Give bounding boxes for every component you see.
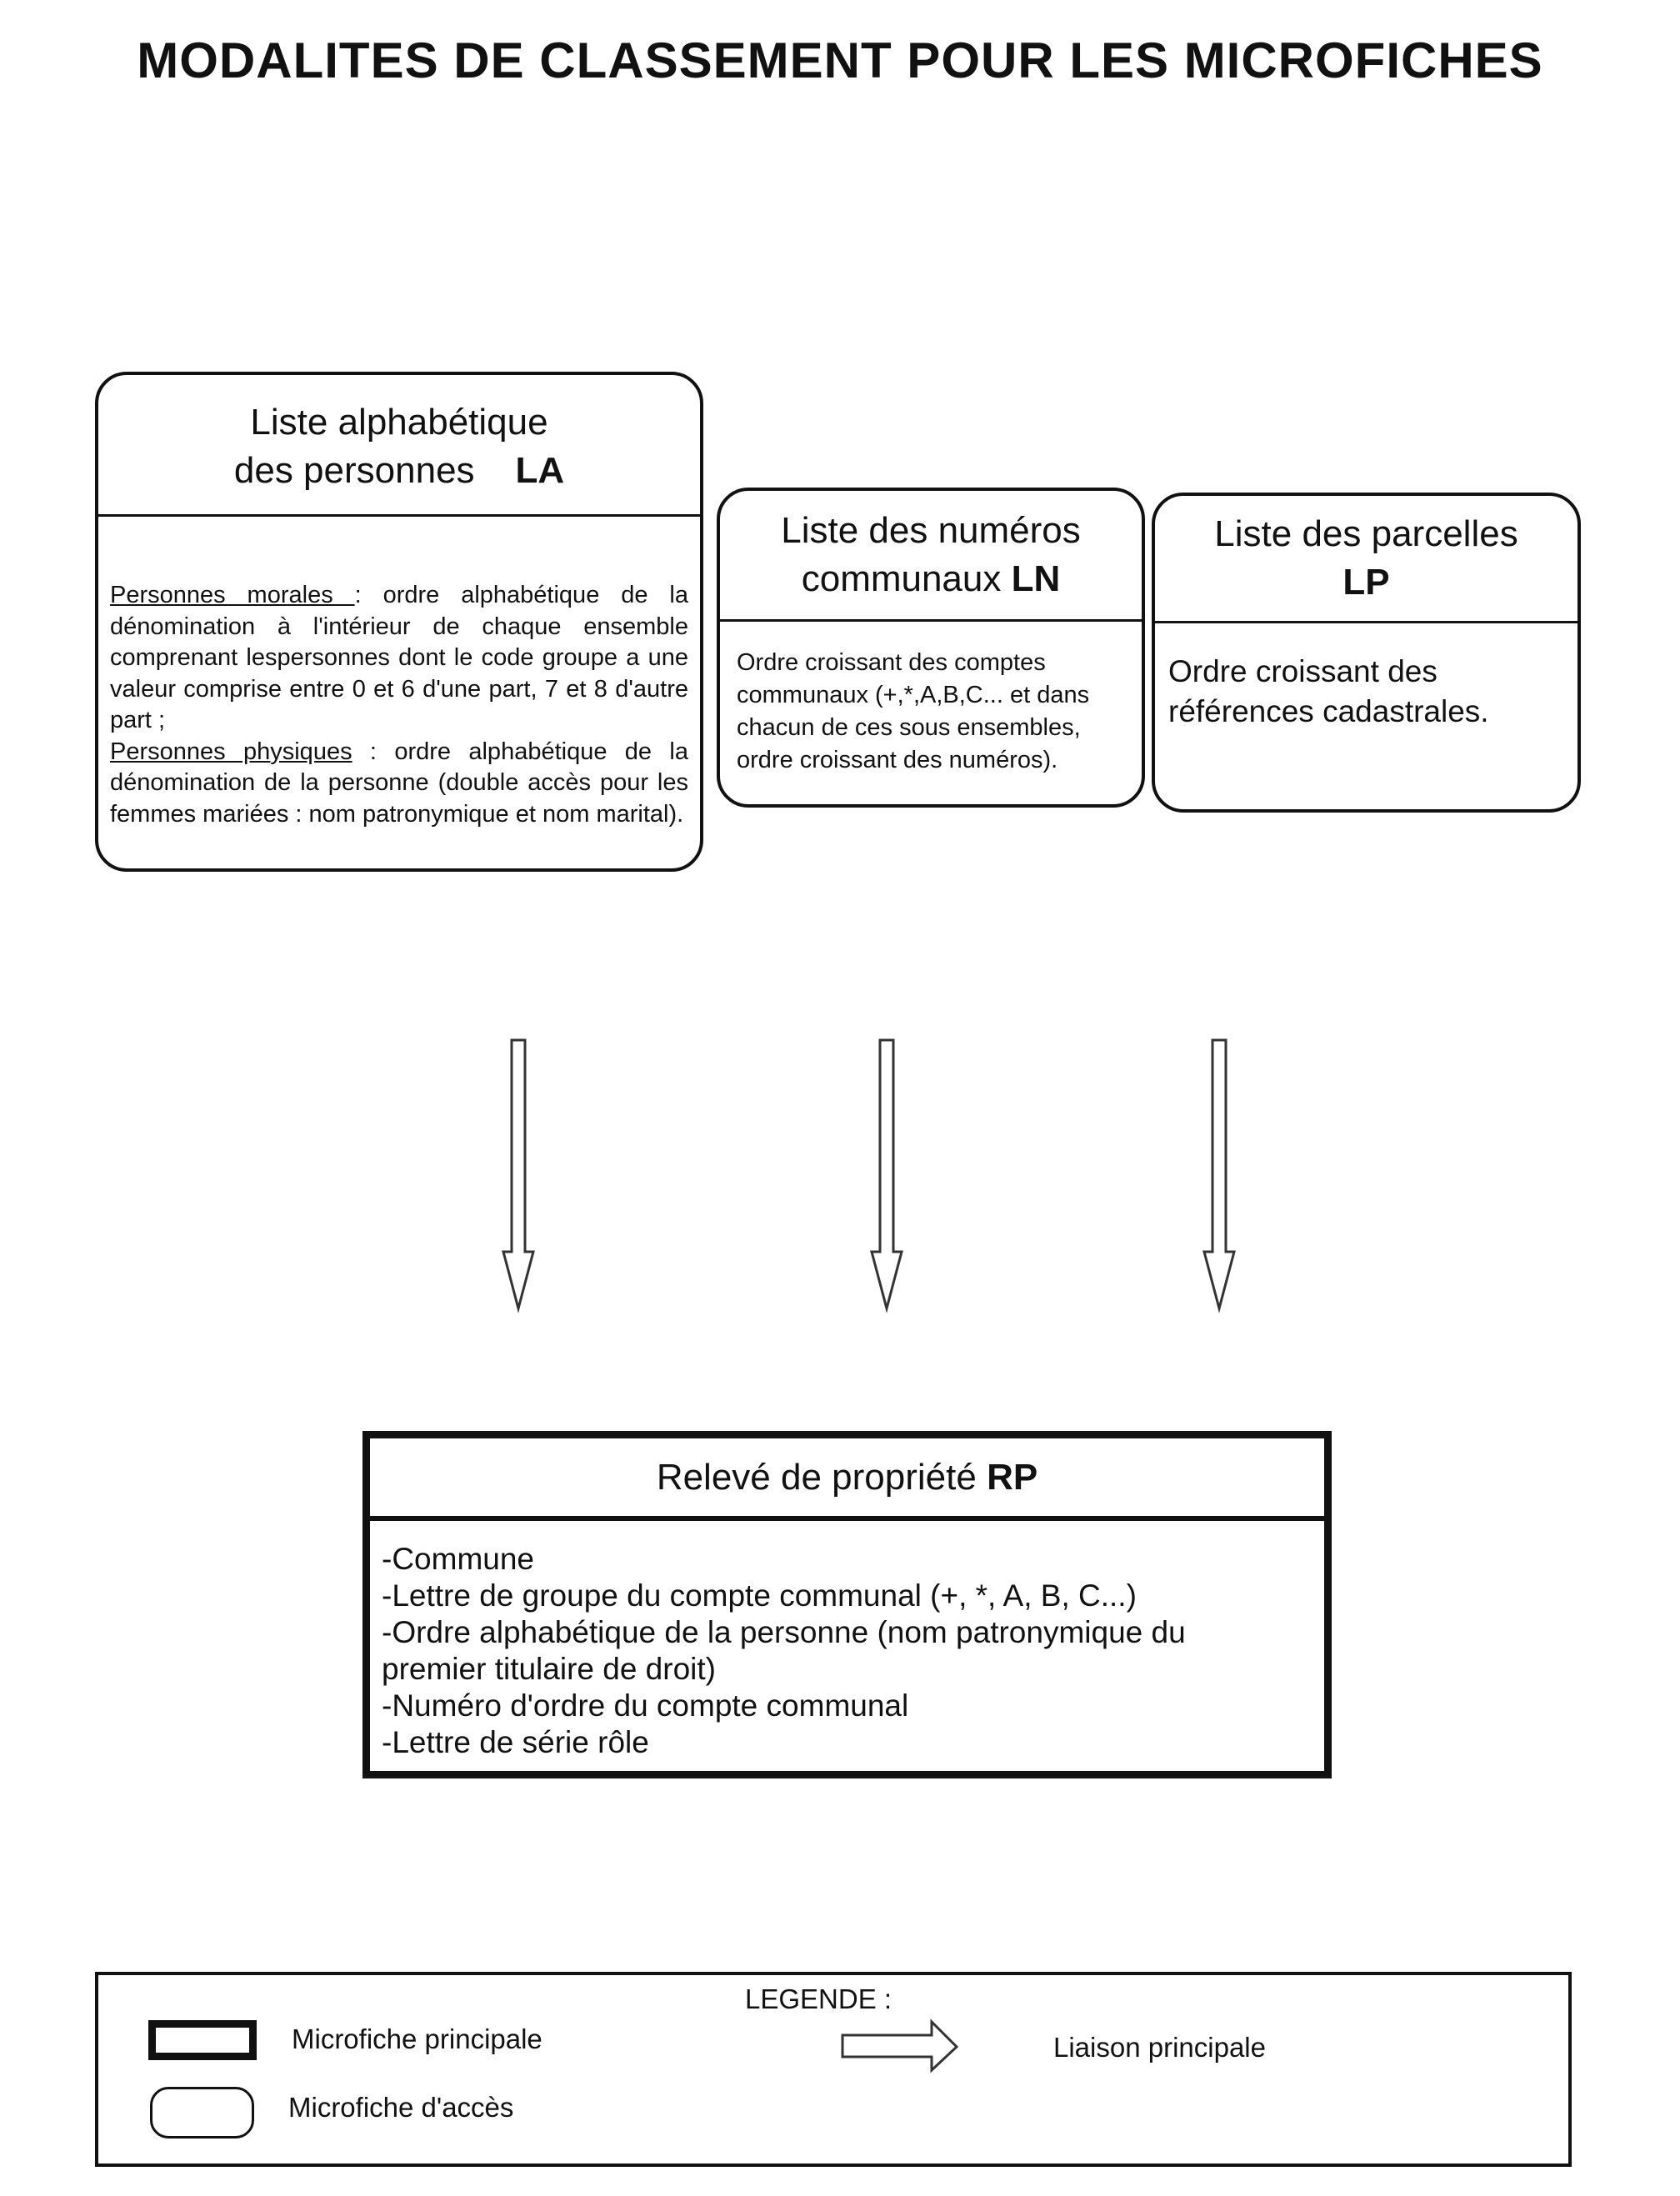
la-title-line1: Liste alphabétique	[250, 401, 548, 443]
rp-item: premier titulaire de droit)	[382, 1652, 716, 1686]
arrow-lp-to-rp	[1204, 1040, 1234, 1308]
legend-link-label: Liaison principale	[1053, 2032, 1266, 2063]
rp-title: Relevé de propriété	[656, 1456, 977, 1498]
rp-criteria-list	[370, 1521, 1324, 1761]
lp-description: Ordre croissant des références cadastrales.	[1168, 654, 1489, 728]
rp-code: RP	[987, 1456, 1038, 1498]
la-morales-text: : ordre alphabétique de la dénomination à l'intérieur de chaque ensemble comprenant lespersonnes dont le code groupe a une valeur comprise entre 0 et 6 d'une part, 7 et 8 d'autre part ;	[110, 582, 688, 733]
legend-access-symbol	[150, 2087, 254, 2138]
legend-arrow-icon	[840, 2017, 965, 2075]
ln-title-line2-text: communaux	[801, 558, 1002, 599]
rp-item: -Numéro d'ordre du compte communal	[382, 1688, 909, 1723]
main-microfiche-rp	[362, 1431, 1332, 1778]
arrow-ln-to-rp	[872, 1040, 902, 1308]
rp-item: -Ordre alphabétique de la personne (nom patronymique du	[382, 1615, 1186, 1649]
page-title: MODALITES DE CLASSEMENT POUR LES MICROFICHES	[137, 33, 1543, 88]
rp-item: -Commune	[382, 1542, 534, 1576]
legend-main-symbol	[148, 2020, 257, 2060]
lp-title-line1: Liste des parcelles	[1214, 513, 1518, 554]
arrow-la-to-rp	[503, 1040, 533, 1308]
ln-code: LN	[1011, 558, 1061, 599]
la-code: LA	[515, 449, 565, 491]
rp-item: -Lettre de série rôle	[382, 1725, 649, 1759]
legend	[95, 1972, 1572, 2167]
lp-code: LP	[1342, 562, 1390, 603]
la-title-line2-text: des personnes	[233, 449, 475, 491]
rp-item: -Lettre de groupe du compte communal (+, *, A, B, C...)	[382, 1578, 1137, 1613]
legend-access-label: Microfiche d'accès	[288, 2092, 514, 2123]
ln-description: Ordre croissant des comptes communaux (+,*,A,B,C... et dans chacun de ces sous ensembles, ordre croissant des numéros).	[737, 649, 1090, 773]
legend-main-label: Microfiche principale	[292, 2023, 542, 2054]
la-morales-label: Personnes morales	[110, 582, 355, 608]
rp-header	[370, 1438, 1324, 1521]
la-physiques-label: Personnes physiques	[110, 738, 352, 765]
ln-title-line1: Liste des numéros	[781, 510, 1081, 551]
legend-heading: LEGENDE :	[745, 1983, 892, 2014]
la-physiques-text: : ordre alphabétique de la dénomination de la personne (double accès pour les femmes mariées : nom patronymique et nom marital).	[110, 738, 688, 828]
